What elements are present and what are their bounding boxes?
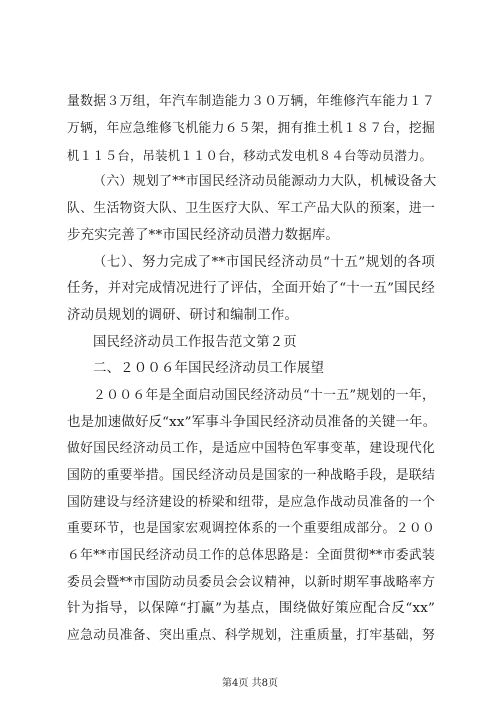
body-text-line: 应急动员准备、突出重点、科学规划，注重质量，打牢基础，努 <box>67 628 435 643</box>
body-text-line: （七）、努力完成了**市国民经济动员“十五”规划的各项 <box>93 255 435 270</box>
body-text-line: 队、生活物资大队、卫生医疗大队、军工产品大队的预案，进一 <box>67 201 435 216</box>
body-text-line: 机１１５台，吊装机１１０台，移动式发电机８４台等动员潜力。 <box>67 148 433 163</box>
body-text-line: 重要环节，也是国家宏观调控体系的一个重要组成部分。２００ <box>67 521 435 536</box>
section-page-marker: 国民经济动员工作报告范文第２页 <box>93 335 297 350</box>
page-footer: 第4页 共8页 <box>222 678 278 689</box>
body-text-line: ６年**市国民经济动员工作的总体思路是：全面贯彻**市委武装 <box>67 548 435 563</box>
body-text-line: 万辆，年应急维修飞机能力６５架，拥有推土机１８７台，挖掘 <box>67 121 435 136</box>
body-text-line: ２００６年是全面启动国民经济动员“十一五”规划的一年， <box>93 388 435 403</box>
body-text-line: 步充实完善了**市国民经济动员潜力数据库。 <box>67 228 340 243</box>
body-text-line: 量数据３万组，年汽车制造能力３０万辆，年维修汽车能力１７ <box>67 94 435 109</box>
body-text-line: 针为指导，以保障“打赢”为基点，围绕做好策应配合反“xx” <box>67 601 435 616</box>
body-text-line: 也是加速做好反“xx”军事斗争国民经济动员准备的关键一年。 <box>67 415 437 430</box>
body-text-line: （六）规划了**市国民经济动员能源动力大队，机械设备大 <box>93 174 437 189</box>
body-text-line: 济动员规划的调研、研讨和编制工作。 <box>67 308 299 323</box>
body-text-line: 委员会暨**市国防动员委员会会议精神，以新时期军事战略率方 <box>67 575 435 590</box>
body-text-line: 任务，并对完成情况进行了评估，全面开始了“十一五”国民经 <box>67 281 435 296</box>
body-text-line: 国防建设与经济建设的桥梁和纽带，是应急作战动员准备的一个 <box>67 495 435 510</box>
section-heading: 二、２００６年国民经济动员工作展望 <box>93 361 325 376</box>
body-text-line: 国防的重要举措。国民经济动员是国家的一种战略手段，是联结 <box>67 468 435 483</box>
body-text-line: 做好国民经济动员工作，是适应中国特色军事变革，建设现代化 <box>67 441 435 456</box>
